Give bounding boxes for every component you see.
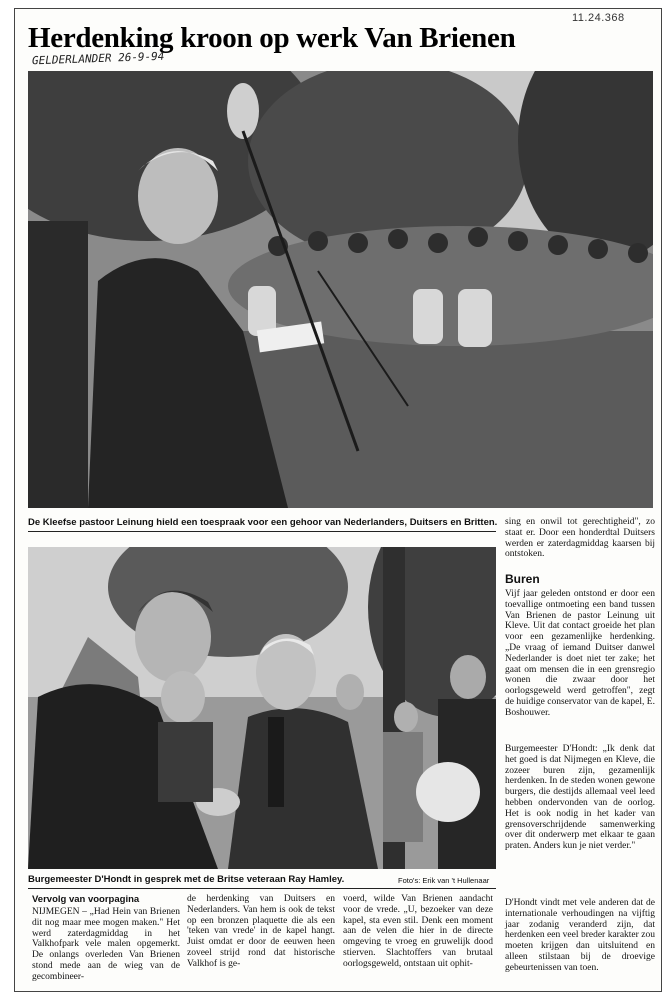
article-column-2: de herdenking van Duitsers en Nederlanders. Van hem is ook de tekst op een bronzen plaquette die als een 'teken van vrede' in de kapel hangt. Juist omdat er door de eeuwen heen zoveel strijd rond dat historische Valkhof is ge- [187, 894, 335, 969]
article-column-1: NIJMEGEN – „Had Hein van Brienen dit nog maar mee mogen maken." Het werd zaterdagmiddag in het Valkhofpark vele malen opgemerkt. De onlangs overleden Van Brienen stond mede aan de wieg van de gecombineer- [32, 907, 180, 982]
buren-paragraph-3: D'Hondt vindt met vele anderen dat de internationale verhoudingen na vijftig jaar zodanig veranderd zijn, dat herdenken een veel breder karakter zou moeten krijgen dan uitsluitend en alleen stilstaan bij de droevige gebeurtenissen van toen. [505, 898, 655, 973]
right-column-lead: sing en onwil tot gerechtigheid", zo staat er. Door een honderdtal Duitsers werden er zaterdagmiddag kaarsen bij ontstoken. [505, 517, 655, 560]
caption-rule-2 [28, 888, 496, 889]
archive-code: 11.24.368 [572, 12, 625, 24]
continuation-kicker: Vervolg van voorpagina [32, 894, 140, 905]
photo2-caption: Burgemeester D'Hondt in gesprek met de Britse veteraan Ray Hamley. [28, 874, 345, 885]
photo-mayor-veteran [28, 547, 496, 869]
photo1-caption: De Kleefse pastoor Leinung hield een toespraak voor een gehoor van Nederlanders, Duitsers en Britten. [28, 517, 498, 528]
article-column-3: voerd, wilde Van Brienen aandacht voor de vrede. „U, bezoeker van deze kapel, sta even stil. Denk een moment aan de velen die hier in de directe omgeving te vroeg en gruwelijk dood stierven. Slachtoffers van brutaal oorlogsgeweld, ontstaan uit ophit- [343, 894, 493, 969]
photo-priest-speech [28, 71, 653, 508]
buren-paragraph-1: Vijf jaar geleden ontstond er door een toevallige ontmoeting een band tussen Van Brienen de pastor Leinung uit Kleve. Uit dat contact groeide het plan voor een gezamenlijke herdenking. „De vraag of iemand Duitser danwel Nederlander is doet niet ter zake; het gaat om mensen die in een grensregio wonen die zwaar door het oorlogsgeweld werd getroffen", zegt de huidige conservator van de kapel, E. Boshouwer. [505, 589, 655, 718]
headline: Herdenking kroon op werk Van Brienen [28, 22, 516, 54]
handwritten-source-note: GELDERLANDER 26-9-94 [31, 49, 165, 68]
buren-paragraph-2: Burgemeester D'Hondt: „Ik denk dat het goed is dat Nijmegen en Kleve, die zozeer buren zijn, gezamenlijk herdenken. In de steden wonen gewone burgers, die destijds allemaal veel leed hebben ondervonden van de oorlog. Het is ook nodig in het kader van grensoverschrijdende samenwerking over dit onderwerp met elkaar te gaan praten. Anders kun je niet verder." [505, 744, 655, 852]
caption-rule [28, 531, 496, 532]
photo-credit: Foto's: Erik van 't Hullenaar [398, 876, 490, 885]
subhead-buren: Buren [505, 572, 540, 586]
